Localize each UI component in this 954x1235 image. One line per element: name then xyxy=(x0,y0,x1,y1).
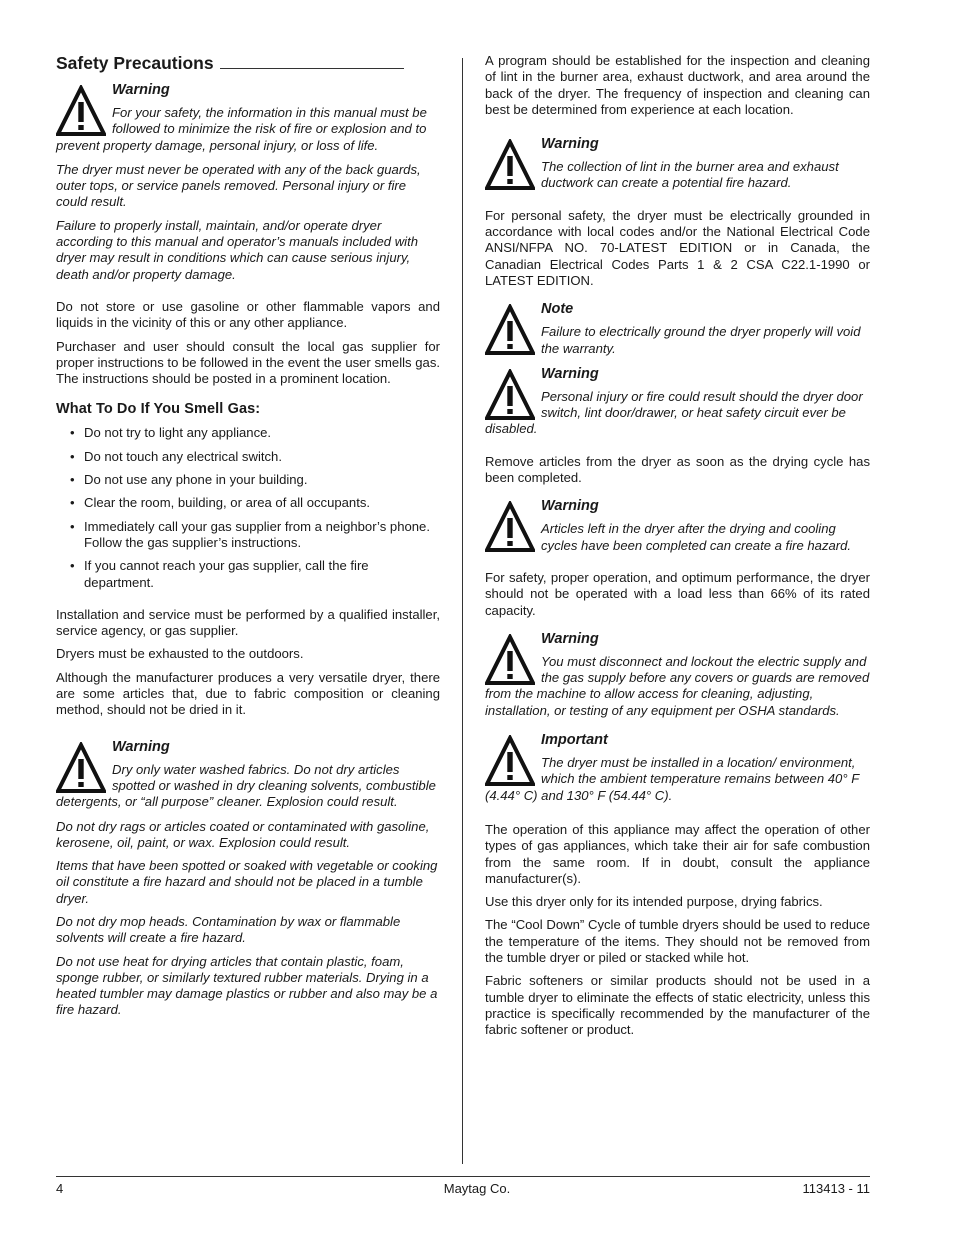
list-item: • Do not try to light any appliance. xyxy=(70,425,272,441)
list-item: • Do not touch any electrical switch. xyxy=(70,448,282,464)
paragraph: Use this dryer only for its intended purpose, drying fabrics. xyxy=(485,894,823,910)
warning-text: For your safety, the information in this manual must be followed to minimize the risk of fire or explosion and to prevent property damage, personal injury, or loss of life. xyxy=(56,105,427,153)
paragraph: Dryers must be exhausted to the outdoors. xyxy=(56,646,304,662)
left-column xyxy=(56,52,440,1026)
note-text: Failure to electrically ground the dryer properly will void the warranty. xyxy=(541,324,861,356)
note-notice xyxy=(485,300,870,357)
warning-notice xyxy=(485,497,870,554)
warning-notice xyxy=(485,365,870,438)
section-title: Safety Precautions xyxy=(56,52,440,74)
column-divider xyxy=(462,58,463,1164)
paragraph: Installation and service must be performed by a qualified installer, service agency, or gas supplier. xyxy=(56,606,440,639)
warning-triangle-icon xyxy=(485,501,535,553)
footer-rule xyxy=(56,1176,870,1177)
paragraph: Do not store or use gasoline or other flammable vapors and liquids in the vicinity of this or any other appliance. xyxy=(56,298,440,331)
italic-paragraph: Items that have been spotted or soaked with vegetable or cooking oil constitute a fire hazard and should not be placed in a tumble dryer. xyxy=(56,858,438,906)
smell-gas-list xyxy=(56,425,440,590)
warning-text: Dry only water washed fabrics. Do not dry articles spotted or washed in dry cleaning solvents, combustible detergents, or “all purpose” cleaner. Explosion could result. xyxy=(56,761,436,810)
warning-notice xyxy=(485,135,870,192)
paragraph: The operation of this appliance may affect the operation of other types of gas appliances, which take their air for safe combustion from the same room. If in doubt, consult the appliance manufacturer(s). xyxy=(485,821,870,886)
italic-paragraph: Failure to properly install, maintain, and/or operate dryer according to this manual and operator’s manuals included with dryer may result in conditions which can cause serious injury, death and/or property damage. xyxy=(56,217,418,282)
warning-triangle-icon xyxy=(485,634,535,686)
list-item: • Do not use any phone in your building. xyxy=(70,472,308,488)
warning-triangle-icon xyxy=(56,85,106,137)
footer-company: Maytag Co. xyxy=(443,1181,511,1196)
warning-label: Warning xyxy=(541,136,599,153)
paragraph: Purchaser and user should consult the local gas supplier for proper instructions to be followed in the event the user smells gas. The instructions should be posted in a prominent location. xyxy=(56,338,440,387)
warning-text: Articles left in the dryer after the drying and cooling cycles have been completed can create a fire hazard. xyxy=(541,521,852,553)
warning-notice xyxy=(56,738,440,811)
warning-label: Warning xyxy=(541,630,599,647)
warning-notice xyxy=(485,630,870,719)
footer-doc-number: 113413 - 11 xyxy=(802,1181,870,1196)
warning-triangle-icon xyxy=(485,735,535,787)
note-label: Note xyxy=(541,301,574,318)
paragraph: Fabric softeners or similar products should not be used in a tumble dryer to eliminate the effects of static electricity, unless this practice is specifically recommended by the manufacturer of the fabric softener or product. xyxy=(485,973,870,1038)
smell-gas-heading: What To Do If You Smell Gas: xyxy=(56,401,261,418)
list-item: • If you cannot reach your gas supplier, call the fire department. xyxy=(70,558,369,590)
warning-label: Warning xyxy=(541,498,599,515)
warning-triangle-icon xyxy=(485,369,535,421)
italic-paragraph: Do not use heat for drying articles that contain plastic, foam, sponge rubber, or similarly textured rubber materials. Drying in a heated tumbler may damage plastics or rubber and also may be a fire hazard. xyxy=(56,953,438,1018)
italic-paragraph: Do not dry mop heads. Contamination by wax or flammable solvents will create a fire hazard. xyxy=(56,913,401,946)
italic-paragraph: The dryer must never be operated with any of the back guards, outer tops, or service panels removed. Personal injury or fire could result. xyxy=(56,161,421,210)
paragraph: Although the manufacturer produces a very versatile dryer, there are some articles that, due to fabric composition or cleaning method, should not be dried in it. xyxy=(56,669,440,718)
paragraph: A program should be established for the inspection and cleaning of lint in the burner area, exhaust ductwork, and area around the back of the dryer. The frequency of inspection and cleaning can best be determined from experience at each location. xyxy=(485,53,870,117)
warning-text: Personal injury or fire could result should the dryer door switch, lint door/drawer, or heat safety circuit ever be disabled. xyxy=(485,388,863,437)
list-item: • Clear the room, building, or area of all occupants. xyxy=(70,495,371,511)
warning-label: Warning xyxy=(541,365,599,382)
paragraph: Remove articles from the dryer as soon as the drying cycle has been completed. xyxy=(485,453,870,486)
warning-triangle-icon xyxy=(56,742,106,794)
warning-label: Warning xyxy=(112,82,170,98)
footer-page-number: 4 xyxy=(56,1181,64,1196)
warning-notice xyxy=(56,81,440,154)
paragraph: The “Cool Down” Cycle of tumble dryers should be used to reduce the temperature of the items. They should not be removed from the tumble dryer or piled or stacked while hot. xyxy=(485,917,870,965)
warning-text: You must disconnect and lockout the electric supply and the gas supply before any covers or guards are removed from the machine to allow access for cleaning, adjusting, installation, or testing of any equipment per OSHA standards. xyxy=(485,653,870,718)
warning-triangle-icon xyxy=(485,304,535,356)
important-notice xyxy=(485,731,870,804)
paragraph: For personal safety, the dryer must be electrically grounded in accordance with local codes and/or the National Electrical Code ANSI/NFPA NO. 70-LATEST EDITION or in Canada, the Canadian Electrical Codes Parts 1 & 2 CSA C22.1-1990 or LATEST EDITION. xyxy=(485,207,870,288)
warning-label: Warning xyxy=(112,738,170,755)
list-item: • Immediately call your gas supplier from a neighbor’s phone. Follow the gas supplier’s instructions. xyxy=(70,518,430,550)
italic-paragraph: Do not dry rags or articles coated or contaminated with gasoline, kerosene, oil, paint, or wax. Explosion could result. xyxy=(56,818,430,850)
right-column xyxy=(485,53,870,1045)
paragraph: For safety, proper operation, and optimum performance, the dryer should not be operated with a load less than 66% of its rated capacity. xyxy=(485,569,870,618)
important-text: The dryer must be installed in a location/ environment, which the ambient temperature remains between 40° F (4.44° C) and 130° F (54.44° C). xyxy=(485,755,859,803)
warning-triangle-icon xyxy=(485,139,535,191)
important-label: Important xyxy=(541,732,608,749)
warning-text: The collection of lint in the burner area and exhaust ductwork can create a potential fire hazard. xyxy=(541,159,839,191)
